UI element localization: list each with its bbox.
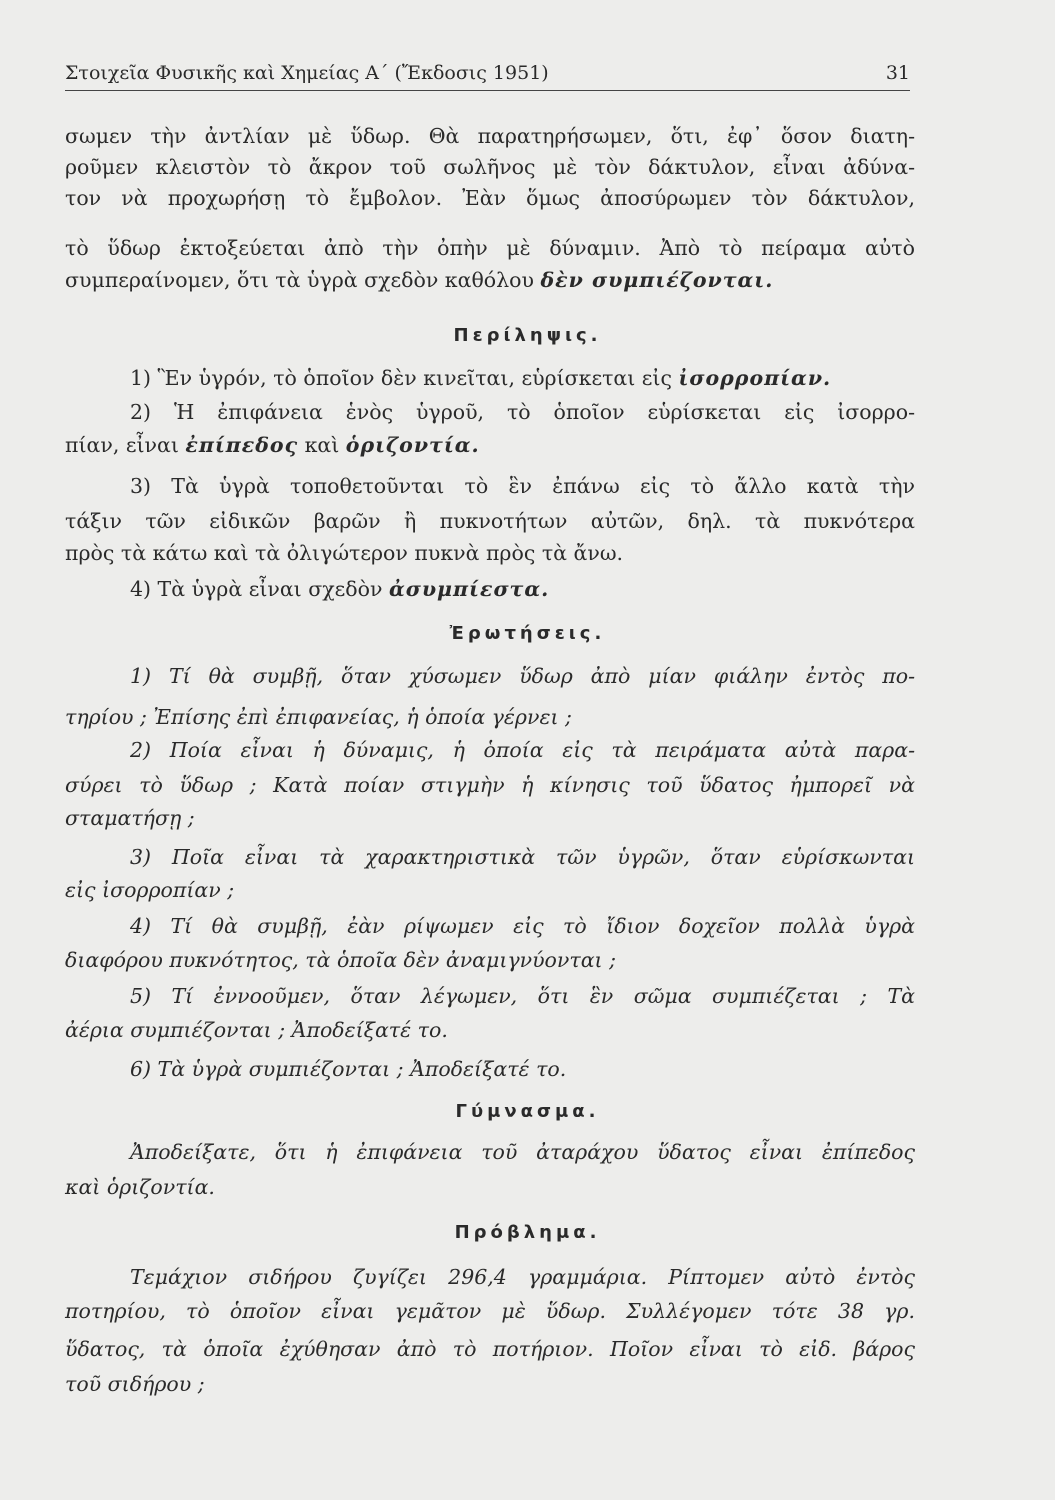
section-heading-summary: Περίληψις. <box>453 325 602 346</box>
question-line: 3) Ποῖα εἶναι τὰ χαρακτηριστικὰ τῶν ὑγρῶν, ὅταν εὑρίσκωνται <box>130 845 915 869</box>
running-title: Στοιχεῖα Φυσικῆς καὶ Χημείας Α΄ (Ἔκδοσις 1951) <box>65 62 549 84</box>
summary-item: 2) Ἡ ἐπιφάνεια ἑνὸς ὑγροῦ, τὸ ὁποῖον εὑρίσκεται εἰς ἰσορρο- <box>130 400 915 424</box>
body-line: σωμεν τὴν ἀντλίαν μὲ ὕδωρ. Θὰ παρατηρήσωμεν, ὅτι, ἐφ᾽ ὅσον διατη- <box>65 124 915 148</box>
summary-item: 4) Τὰ ὑγρὰ εἶναι σχεδὸν ἀσυμπίεστα. <box>130 577 550 601</box>
question-line: διαφόρου πυκνότητος, τὰ ὁποῖα δὲν ἀναμιγνύονται ; <box>65 948 617 972</box>
exercise-line: καὶ ὁριζοντία. <box>65 1175 215 1199</box>
emphasis: ὁριζοντία. <box>345 433 480 457</box>
exercise-line: Ἀποδείξατε, ὅτι ἡ ἐπιφάνεια τοῦ ἀταράχου ὕδατος εἶναι ἐπίπεδος <box>130 1140 915 1164</box>
summary-item: πίαν, εἶναι ἐπίπεδος καὶ ὁριζοντία. <box>65 433 480 457</box>
running-header <box>65 60 910 91</box>
emphasis: ἰσορροπίαν. <box>678 366 832 390</box>
section-heading-questions: Ἐρωτήσεις. <box>449 623 606 644</box>
problem-line: ποτηρίου, τὸ ὁποῖον εἶναι γεμᾶτον μὲ ὕδωρ. Συλλέγομεν τότε 38 γρ. <box>65 1299 915 1323</box>
question-line: 6) Τὰ ὑγρὰ συμπιέζονται ; Ἀποδείξατέ το. <box>130 1057 567 1081</box>
body-line: τον νὰ προχωρήσῃ τὸ ἔμβολον. Ἐὰν ὅμως ἀποσύρωμεν τὸν δάκτυλον, <box>65 186 915 210</box>
page-number: 31 <box>885 62 910 84</box>
question-line: τηρίου ; Ἐπίσης ἐπὶ ἐπιφανείας, ἡ ὁποία γέρνει ; <box>65 705 572 729</box>
question-line: εἰς ἰσορροπίαν ; <box>65 878 235 902</box>
emphasis: ἐπίπεδος <box>185 433 299 457</box>
summary-item: πρὸς τὰ κάτω καὶ τὰ ὀλιγώτερον πυκνὰ πρὸς τὰ ἄνω. <box>65 541 624 565</box>
question-line: 5) Τί ἐννοοῦμεν, ὅταν λέγωμεν, ὅτι ἓν σῶμα συμπιέζεται ; Τὰ <box>130 984 915 1008</box>
section-heading-exercise: Γύμνασμα. <box>455 1101 600 1122</box>
question-line: 4) Τί θὰ συμβῇ, ἐὰν ρίψωμεν εἰς τὸ ἴδιον δοχεῖον πολλὰ ὑγρὰ <box>130 914 915 938</box>
summary-item: τάξιν τῶν εἰδικῶν βαρῶν ἢ πυκνοτήτων αὐτῶν, δηλ. τὰ πυκνότερα <box>65 509 915 533</box>
summary-item: 1) Ἓν ὑγρόν, τὸ ὁποῖον δὲν κινεῖται, εὑρίσκεται εἰς ἰσορροπίαν. <box>130 366 832 390</box>
problem-line: Τεμάχιον σιδήρου ζυγίζει 296,4 γραμμάρια. Ρίπτομεν αὐτὸ ἐντὸς <box>130 1265 915 1289</box>
question-line: 1) Τί θὰ συμβῇ, ὅταν χύσωμεν ὕδωρ ἀπὸ μίαν φιάλην ἐντὸς πο- <box>130 664 915 688</box>
question-line: 2) Ποία εἶναι ἡ δύναμις, ἡ ὁποία εἰς τὰ πειράματα αὐτὰ παρα- <box>130 738 915 762</box>
problem-line: ὕδατος, τὰ ὁποῖα ἐχύθησαν ἀπὸ τὸ ποτήριον. Ποῖον εἶναι τὸ εἰδ. βάρος <box>65 1337 915 1361</box>
body-line: συμπεραίνομεν, ὅτι τὰ ὑγρὰ σχεδὸν καθόλου δὲν συμπιέζονται. <box>65 268 774 292</box>
body-line: ροῦμεν κλειστὸν τὸ ἄκρον τοῦ σωλῆνος μὲ τὸν δάκτυλον, εἶναι ἀδύνα- <box>65 155 915 179</box>
emphasis: δὲν συμπιέζονται. <box>540 268 774 292</box>
question-line: σύρει τὸ ὕδωρ ; Κατὰ ποίαν στιγμὴν ἡ κίνησις τοῦ ὕδατος ἠμπορεῖ νὰ <box>65 773 915 797</box>
question-line: ἀέρια συμπιέζονται ; Ἀποδείξατέ το. <box>65 1018 448 1042</box>
problem-line: τοῦ σιδήρου ; <box>65 1372 205 1396</box>
section-heading-problem: Πρόβλημα. <box>454 1222 601 1243</box>
emphasis: ἀσυμπίεστα. <box>388 577 550 601</box>
body-line: τὸ ὕδωρ ἐκτοξεύεται ἀπὸ τὴν ὀπὴν μὲ δύναμιν. Ἀπὸ τὸ πείραμα αὐτὸ <box>65 236 915 260</box>
question-line: σταματήσῃ ; <box>65 806 195 830</box>
summary-item: 3) Τὰ ὑγρὰ τοποθετοῦνται τὸ ἓν ἐπάνω εἰς τὸ ἄλλο κατὰ τὴν <box>130 474 915 498</box>
